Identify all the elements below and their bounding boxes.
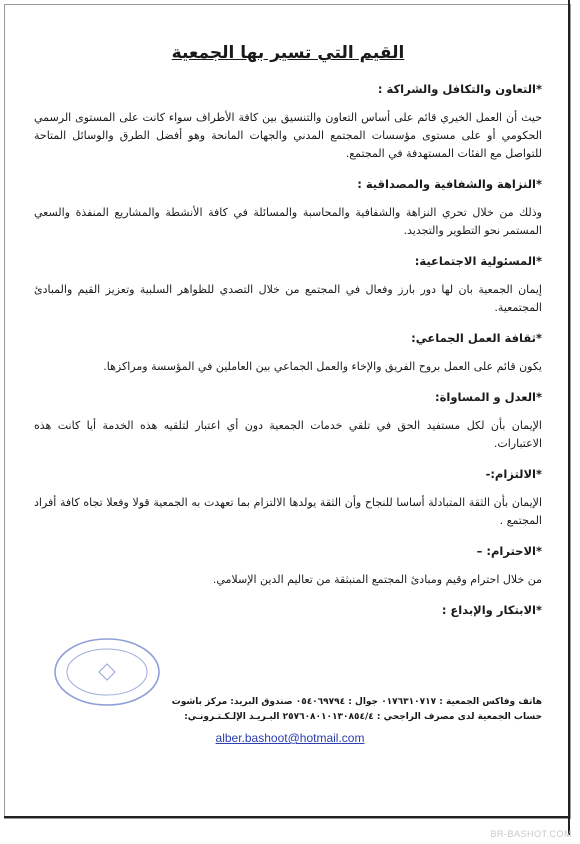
section-paragraph: حيث أن العمل الخيري قائم على أساس التعاون والتنسيق بين كافة الأطراف سواء كانت على المستوى الرسمي الحكومي أو على مستوى مؤسسات المجتمع المدني والجهات المانحة وهو أفضل الطرق والوسائل المتاحة للتواصل مع الفئات المستهدفة في المجتمع. <box>34 111 542 160</box>
contact-footer <box>34 695 542 725</box>
section-heading: *النزاهة والشفافية والمصداقية : <box>357 177 542 191</box>
section-teamwork <box>34 329 542 376</box>
section-paragraph: من خلال احترام وقيم ومبادئ المجتمع المنبثقة من تعاليم الدين الإسلامي. <box>212 573 542 586</box>
section-cooperation <box>34 80 542 163</box>
section-paragraph: يكون قائم على العمل بروح الفريق والإخاء والعمل الجماعي بين العاملين في المؤسسة ومراكزها. <box>103 360 542 373</box>
section-heading: *الالتزام:- <box>485 467 542 481</box>
section-paragraph: إيمان الجمعية بان لها دور بارز وفعال في المجتمع من خلال التصدي للظواهر السلبية وتعزيز القيم والمبادئ المجتمعية. <box>34 283 542 314</box>
stamp-inner-ring <box>67 649 147 695</box>
section-social-responsibility <box>34 252 542 317</box>
site-watermark: BR-BASHOT.COM <box>490 829 572 839</box>
contact-phone-line: هاتف وفاكس الجمعية : ٠١٧٦٣١٠٧١٧ جوال : ٠٥٤٠٦٩٧٩٤ صندوق البريد: مركز باشوت <box>171 697 542 707</box>
page-edge-bottom <box>4 816 570 818</box>
document-title: القيم التي تسير بها الجمعية <box>171 43 405 63</box>
section-heading: *العدل و المساواة: <box>434 390 542 404</box>
bank-account-line: حساب الجمعية لدى مصرف الراجحي : ٢٥٧٦٠٨٠١٠١٣٠٨٥٤/٤ البـريـد الإلـكـتـرونـي: <box>184 712 542 722</box>
section-paragraph: الإيمان بأن لكل مستفيد الحق في تلقي خدمات الجمعية دون أي اعتبار لتلقيه هذه الخدمة أيا كانت هذه الاعتبارات. <box>34 419 542 450</box>
document-body <box>34 40 542 619</box>
section-heading: *الاحترام: – <box>476 544 542 558</box>
section-justice <box>34 388 542 453</box>
section-heading: *التعاون والتكافل والشراكة : <box>377 82 542 96</box>
contact-email-link[interactable]: alber.bashoot@hotmail.com <box>215 731 365 745</box>
section-heading: *المسئولية الاجتماعية: <box>414 254 542 268</box>
section-innovation <box>34 601 542 619</box>
section-respect <box>34 542 542 589</box>
section-commitment <box>34 465 542 530</box>
section-heading: *الابتكار والإبداع : <box>441 603 542 617</box>
page-edge-right <box>568 0 570 835</box>
stamp-center-emblem <box>99 664 115 680</box>
section-paragraph: وذلك من خلال تحري النزاهة والشفافية والمحاسبة والمسائلة في كافة الأنشطة والمشاريع المنفذة والسعي المستمر نحو التطوير والتجديد. <box>34 206 542 237</box>
section-integrity <box>34 175 542 240</box>
section-heading: *ثقافة العمل الجماعي: <box>411 331 542 345</box>
section-paragraph: الإيمان بأن الثقة المتبادلة أساسا للنجاح وأن الثقة يولدها الالتزام بما تعهدت به الجمعية قولا وفعلا تجاه كافة أفراد المجتمع . <box>34 496 542 527</box>
